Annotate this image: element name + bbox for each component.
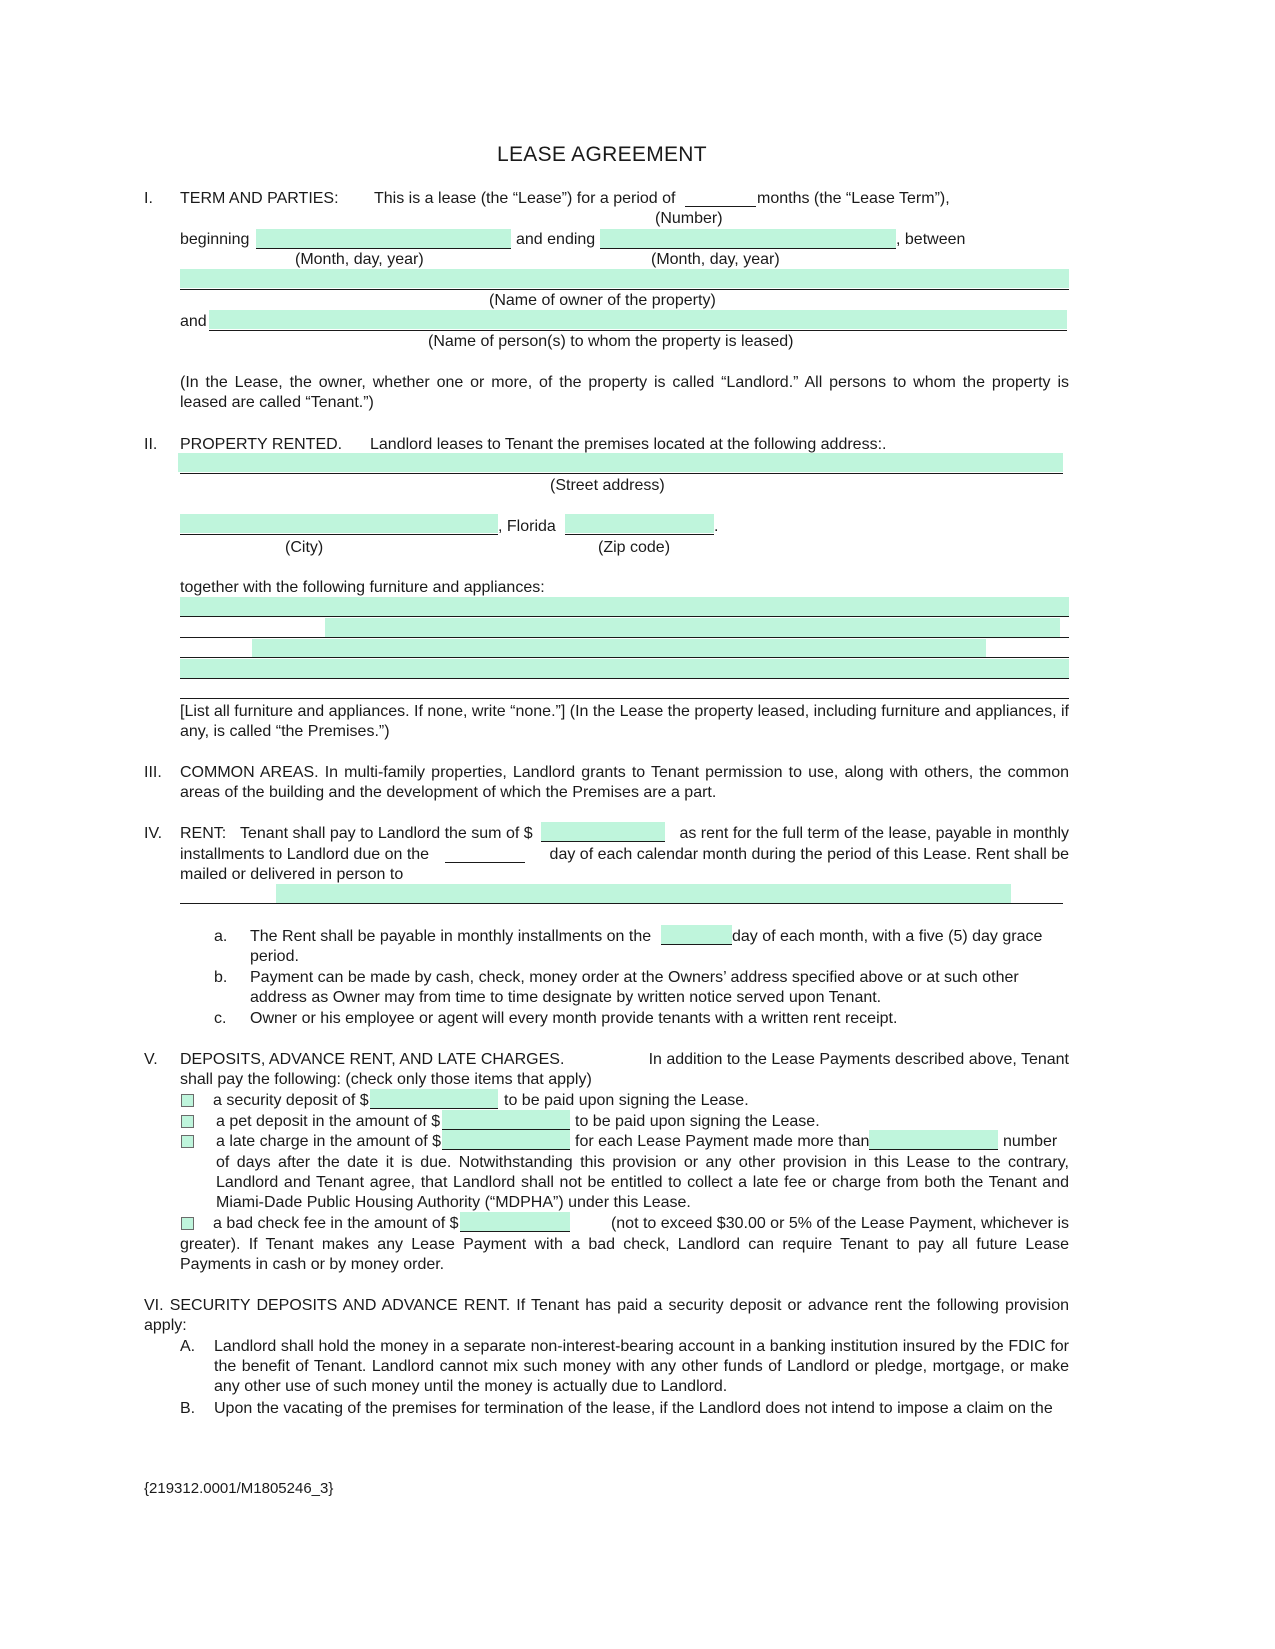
rent-due-day-field[interactable]: [445, 843, 525, 862]
section-1-heading: TERM AND PARTIES:: [180, 190, 339, 207]
section-6-intro: [144, 1296, 1069, 1336]
city-field[interactable]: [180, 514, 498, 533]
furniture-line-4: [180, 678, 1069, 679]
rent-item-a-cont: period.: [250, 948, 299, 965]
end-date-field[interactable]: [600, 229, 896, 248]
late-charge-line: [442, 1149, 570, 1150]
and-label: and: [180, 313, 207, 330]
section-1-number: I.: [144, 190, 153, 207]
number-caption: (Number): [655, 210, 723, 227]
late-charge-field[interactable]: [442, 1130, 570, 1149]
pet-deposit-pre: a pet deposit in the amount of $: [216, 1113, 441, 1130]
landlord-tenant-note: (In the Lease, the owner, whether one or more, of the property is called “Landlord.” All persons to whom the property is leased are called “Tenant.”): [180, 374, 1069, 411]
section-3-number: III.: [144, 764, 162, 781]
furniture-field-3[interactable]: [252, 639, 986, 658]
between-label: , between: [896, 231, 966, 248]
security-deposit-checkbox[interactable]: [181, 1094, 194, 1107]
tenant-name-caption: (Name of person(s) to whom the property is leased): [428, 333, 794, 350]
furniture-label: together with the following furniture and appliances:: [180, 579, 545, 596]
rent-item-a-pre: The Rent shall be payable in monthly installments on the: [250, 928, 652, 945]
late-charge-cont: of days after the date it is due. Notwithstanding this provision or any other provision in this Lease to the contrary, Landlord and Tenant agree, that Landlord shall not be entitled to collect a late fee or charge from both the Tenant and Miami-Dade Public Housing Authority (“MDPHA”) under this Lease.: [216, 1154, 1069, 1211]
section-6-number: VI.: [144, 1297, 164, 1314]
owner-name-caption: (Name of owner of the property): [489, 292, 716, 309]
section-3-text: In multi-family properties, Landlord grants to Tenant permission to use, along with others, the common areas of the building and the development of which the Premises are a part.: [180, 764, 1070, 801]
rent-payee-line: [180, 903, 1063, 904]
section-5-text-2: shall pay the following: (check only those items that apply): [180, 1071, 592, 1088]
tenant-name-field[interactable]: [209, 310, 1067, 329]
furniture-field-4[interactable]: [180, 659, 1069, 678]
document-id-footer: {219312.0001/M1805246_3}: [144, 1480, 334, 1497]
section-6-heading: SECURITY DEPOSITS AND ADVANCE RENT.: [169, 1297, 511, 1314]
rent-line-1a: Tenant shall pay to Landlord the sum of $: [240, 825, 533, 842]
bad-check-cont: greater). If Tenant makes any Lease Payment with a bad check, Landlord can require Tenant to pay all future Lease Payments in cash or by money order.: [180, 1236, 1069, 1273]
pet-deposit-post: to be paid upon signing the Lease.: [575, 1113, 820, 1130]
furniture-list-note: [List all furniture and appliances. If none, write “none.”] (In the Lease the property leased, including furniture and appliances, if any, is called “the Premises.”): [180, 703, 1069, 740]
end-date-caption: (Month, day, year): [651, 251, 780, 268]
late-charge-mid: for each Lease Payment made more than: [575, 1133, 870, 1150]
street-address-caption: (Street address): [550, 477, 665, 494]
security-deposit-field[interactable]: [370, 1089, 498, 1108]
section-1-text: This is a lease (the “Lease”) for a period of: [374, 190, 676, 207]
months-number-field[interactable]: [685, 189, 756, 208]
city-caption: (City): [285, 539, 324, 556]
beginning-label: beginning: [180, 231, 250, 248]
furniture-line-2: [180, 637, 1069, 638]
grace-day-line: [661, 944, 732, 945]
rent-payee-field[interactable]: [276, 884, 1011, 903]
zip-code-field[interactable]: [565, 514, 714, 533]
rent-item-c-line1: Owner or his employee or agent will every month provide tenants with a written rent receipt.: [250, 1010, 898, 1027]
furniture-field-1[interactable]: [180, 597, 1069, 616]
and-ending-label: and ending: [516, 231, 596, 248]
grace-day-field[interactable]: [661, 925, 732, 944]
furniture-line-3: [180, 657, 1069, 658]
rent-item-b-line2: address as Owner may from time to time designate by written notice served upon Tenant.: [250, 989, 882, 1006]
pet-deposit-checkbox[interactable]: [181, 1115, 194, 1128]
rent-item-b-mark: b.: [214, 969, 228, 986]
zip-code-caption: (Zip code): [598, 539, 671, 556]
bad-check-post: (not to exceed $30.00 or 5% of the Lease Payment, whichever is: [610, 1215, 1069, 1232]
zip-period: .: [714, 518, 719, 535]
rent-line-1b: as rent for the full term of the lease, payable in monthly: [679, 825, 1069, 842]
street-address-field[interactable]: [178, 453, 1063, 472]
rent-item-b-line1: Payment can be made by cash, check, money order at the Owners’ address specified above or at such other: [250, 969, 1019, 986]
rent-item-c-mark: c.: [214, 1010, 227, 1027]
rent-line-2b: day of each calendar month during the period of this Lease. Rent shall be: [549, 846, 1069, 863]
end-date-line: [600, 248, 896, 249]
deposit-item-b-mark: B.: [180, 1400, 196, 1417]
section-2-heading: PROPERTY RENTED.: [180, 436, 343, 453]
tenant-name-line: [209, 330, 1067, 331]
section-5-number: V.: [144, 1051, 158, 1068]
section-2-text: Landlord leases to Tenant the premises located at the following address:.: [370, 436, 887, 453]
late-days-field[interactable]: [869, 1130, 998, 1149]
bad-check-pre: a bad check fee in the amount of $: [213, 1215, 459, 1232]
begin-date-caption: (Month, day, year): [295, 251, 424, 268]
owner-name-field[interactable]: [180, 269, 1069, 288]
furniture-field-2[interactable]: [325, 618, 1060, 637]
late-charge-checkbox[interactable]: [181, 1135, 194, 1148]
deposit-item-a-mark: A.: [180, 1338, 196, 1355]
section-6-text: If Tenant has paid a security deposit or advance rent the following provision apply:: [144, 1297, 1070, 1334]
deposit-item-b-text: Upon the vacating of the premises for termination of the lease, if the Landlord does not intend to impose a claim on the: [214, 1400, 1053, 1417]
city-line: [180, 534, 498, 535]
pet-deposit-field[interactable]: [442, 1110, 570, 1129]
rent-total-line: [541, 841, 665, 842]
page-title: LEASE AGREEMENT: [497, 143, 707, 166]
section-2-number: II.: [144, 436, 158, 453]
rent-item-a-post: day of each month, with a five (5) day grace: [732, 928, 1043, 945]
section-3-body: [180, 763, 1069, 803]
section-5-text-1: In addition to the Lease Payments described above, Tenant: [648, 1051, 1069, 1068]
security-deposit-post: to be paid upon signing the Lease.: [504, 1092, 749, 1109]
deposit-item-a-text: Landlord shall hold the money in a separate non-interest-bearing account in a banking institution insured by the FDIC for the benefit of Tenant. Landlord cannot mix such money with any other funds of Landlord or pledge, mortgage, or make any other use of such money until the money is actually due to Landlord.: [214, 1338, 1069, 1395]
begin-date-line: [256, 248, 511, 249]
bad-check-line: [460, 1231, 570, 1232]
rent-total-field[interactable]: [541, 822, 665, 841]
late-charge-pre: a late charge in the amount of $: [216, 1133, 442, 1150]
section-4-heading: RENT:: [180, 825, 227, 842]
zip-code-line: [565, 534, 714, 535]
security-deposit-pre: a security deposit of $: [213, 1092, 369, 1109]
security-deposit-line: [370, 1108, 498, 1109]
section-4-number: IV.: [144, 825, 163, 842]
begin-date-field[interactable]: [256, 229, 511, 248]
furniture-line-5: [180, 698, 1069, 699]
rent-line-2a: installments to Landlord due on the: [180, 846, 430, 863]
months-label: months (the “Lease Term”),: [757, 190, 950, 207]
section-5-heading: DEPOSITS, ADVANCE RENT, AND LATE CHARGES.: [180, 1051, 565, 1068]
bad-check-checkbox[interactable]: [181, 1217, 194, 1230]
owner-name-line: [180, 289, 1069, 290]
street-address-line: [180, 473, 1063, 474]
rent-due-day-line: [445, 862, 525, 863]
bad-check-field[interactable]: [460, 1212, 570, 1231]
rent-line-3: mailed or delivered in person to: [180, 866, 404, 883]
furniture-line-1: [180, 616, 1069, 617]
late-charge-post: number: [1003, 1133, 1058, 1150]
rent-item-a-mark: a.: [214, 928, 228, 945]
florida-label: , Florida: [498, 518, 556, 535]
late-days-line: [869, 1149, 998, 1150]
section-3-heading: COMMON AREAS.: [180, 764, 319, 781]
